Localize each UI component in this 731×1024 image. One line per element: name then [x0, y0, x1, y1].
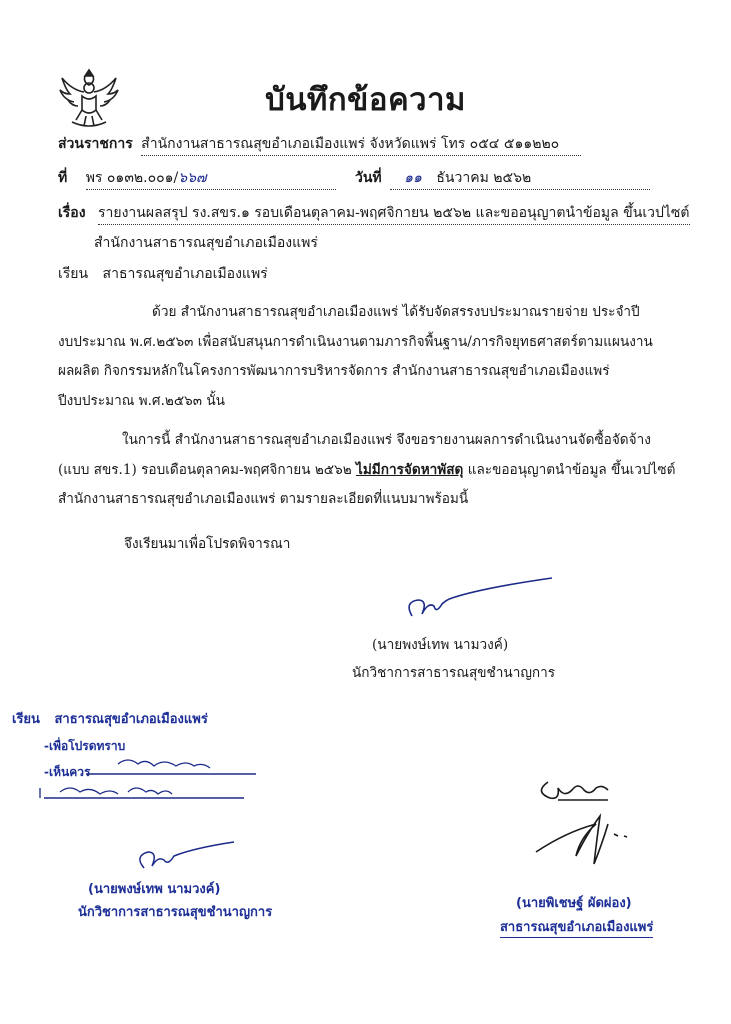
annotation-position: นักวิชาการสาธารณสุขชำนาญการ: [78, 905, 273, 920]
subject-line-2: สำนักงานสาธารณสุขอำเภอเมืองแพร่: [94, 235, 318, 251]
approver-position: สาธารณสุขอำเภอเมืองแพร่: [500, 916, 653, 938]
signer-name: (นายพงษ์เทพ นามวงค์): [372, 637, 509, 653]
annotation-name: (นายพงษ์เทพ นามวงค์): [88, 882, 221, 897]
reference-value: พร ๐๑๓๒.๐๐๑/: [85, 170, 179, 186]
to-value: สาธารณสุขอำเภอเมืองแพร่: [102, 266, 268, 282]
annotation-to-row: [12, 708, 208, 729]
date-value: ธันวาคม ๒๕๖๒: [436, 170, 532, 186]
date-handwritten-day: ๑๑: [404, 170, 422, 186]
approver-signature-icon: [528, 770, 648, 880]
reference-field: [86, 167, 336, 190]
signer-position: นักวิชาการสาธารณสุขชำนาญการ: [352, 665, 556, 681]
paragraph-2-line-1: ในการนี้ สำนักงานสาธารณสุขอำเภอเมืองแพร่ จึงขอรายงานผลการดำเนินงานจัดซื้อจัดจ้าง: [122, 432, 651, 448]
annotation-to-value: สาธารณสุขอำเภอเมืองแพร่: [54, 712, 208, 727]
approver-name: (นายพิเชษฐ์ ผัดผ่อง): [516, 896, 632, 911]
subject-row: [58, 202, 690, 225]
annotation-signature-icon: [130, 842, 240, 878]
agency-row: [58, 133, 581, 156]
memo-title: บันทึกข้อความ: [265, 82, 466, 118]
reference-label: ที่: [58, 170, 68, 186]
paragraph-2-line-2-end: และขออนุญาตนำข้อมูล ขึ้นเวปไซต์: [463, 462, 676, 478]
annotation-item-1: -เพื่อโปรดทราบ: [44, 739, 126, 753]
reference-handwritten-number: ๖๖๗: [178, 170, 207, 186]
annotation-to-label: เรียน: [12, 712, 40, 727]
signer-signature-icon: [400, 586, 560, 626]
paragraph-1-line-1: ด้วย สำนักงานสาธารณสุขอำเภอเมืองแพร่ ได้รับจัดสรรงบประมาณรายจ่าย ประจำปี: [152, 304, 640, 320]
subject-line-1: รายงานผลสรุป รง.สขร.๑ รอบเดือนตุลาคม-พฤศจิกายน ๒๕๖๒ และขออนุญาตนำข้อมูล ขึ้นเวปไซต์: [98, 202, 689, 225]
closing-line: จึงเรียนมาเพื่อโปรดพิจารณา: [124, 536, 291, 552]
no-procurement-note: ไม่มีการจัดหาพัสดุ: [355, 462, 464, 478]
date-field: [390, 167, 650, 190]
paragraph-1-line-3: ผลผลิต กิจกรรมหลักในโครงการพัฒนาการบริหารจัดการ สำนักงานสาธารณสุขอำเภอเมืองแพร่: [58, 363, 610, 379]
subject-label: เรื่อง: [58, 205, 86, 221]
annotation-handwriting-icon: [30, 752, 260, 802]
to-row: [58, 263, 268, 285]
date-label: วันที่: [355, 170, 382, 186]
annotation-item-2: -เห็นควร: [44, 765, 91, 779]
paragraph-2-line-2-start: (แบบ สขร.1) รอบเดือนตุลาคม-พฤศจิกายน ๒๕๖๒: [58, 462, 356, 478]
paragraph-1-line-2: งบประมาณ พ.ศ.๒๕๖๓ เพื่อสนับสนุนการดำเนินงานตามภารกิจพื้นฐาน/ภารกิจยุทธศาสตร์ตามแผนงาน: [58, 334, 653, 350]
to-label: เรียน: [58, 266, 89, 282]
paragraph-2-line-3: สำนักงานสาธารณสุขอำเภอเมืองแพร่ ตามรายละเอียดที่แนบมาพร้อมนี้: [58, 491, 469, 507]
date-row: [355, 167, 650, 190]
reference-row: [58, 167, 336, 190]
paragraph-1-line-4: ปีงบประมาณ พ.ศ.๒๕๖๓ นั้น: [58, 393, 225, 409]
agency-label: ส่วนราชการ: [58, 136, 133, 152]
paragraph-2-line-2: [58, 458, 675, 480]
agency-value: สำนักงานสาธารณสุขอำเภอเมืองแพร่ จังหวัดแพร่ โทร ๐๕๔ ๕๑๑๒๒๐: [141, 133, 581, 156]
